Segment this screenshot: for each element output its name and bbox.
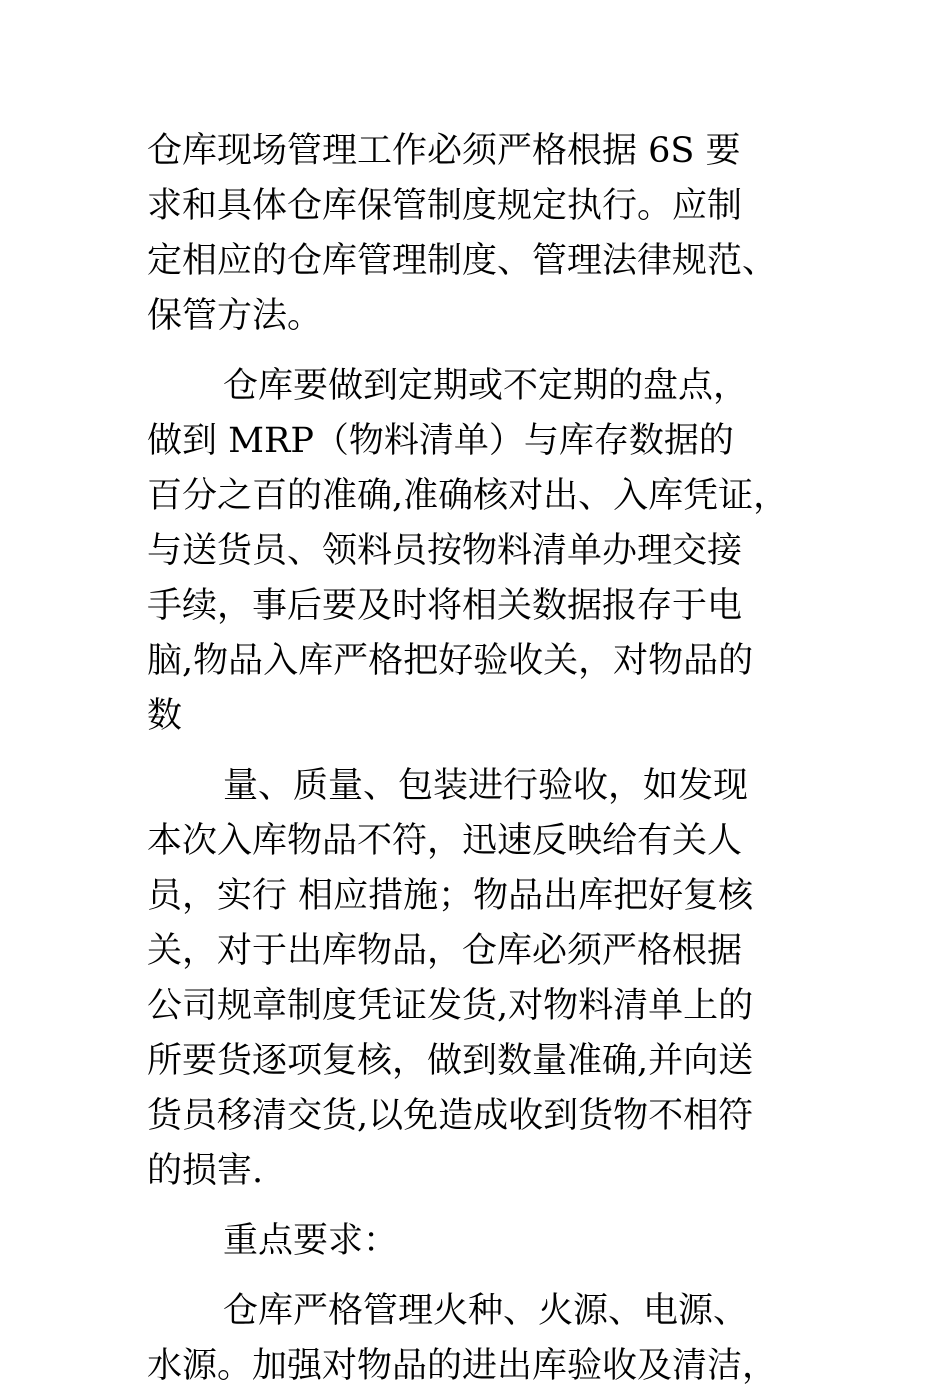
text-line: 数 — [147, 696, 183, 736]
text-line: 员，实行 相应措施；物品出库把好复核 — [147, 876, 754, 916]
paragraph-inspection — [147, 759, 827, 1199]
text-line: 本次入库物品不符，迅速反映给有关人 — [147, 821, 743, 861]
text-line: 公司规章制度凭证发货,对物料清单上的 — [147, 986, 754, 1026]
text-line: 量、质量、包装进行验收，如发现 — [223, 766, 749, 806]
text-line: 的损害. — [147, 1151, 264, 1191]
text-line: 与送货员、领料员按物料清单办理交接 — [147, 531, 743, 571]
text-line: 保管方法。 — [147, 296, 323, 336]
paragraph-key-requirements-heading — [147, 1214, 827, 1269]
paragraph-6s-requirements — [147, 124, 827, 344]
text-line: 手续，事后要及时将相关数据报存于电 — [147, 586, 743, 626]
paragraph-fire-safety — [147, 1284, 827, 1394]
text-line: 水源。加强对物品的进出库验收及清洁， — [147, 1346, 778, 1386]
document-body — [147, 124, 827, 1394]
text-line: 做到 MRP（物料清单）与库存数据的 — [147, 421, 734, 461]
text-line: 仓库严格管理火种、火源、电源、 — [223, 1291, 749, 1331]
text-line: 仓库现场管理工作必须严格根据 6S 要 — [147, 131, 741, 171]
text-line: 百分之百的准确,准确核对出、入库凭证， — [147, 476, 789, 516]
text-line: 货员移清交货,以免造成收到货物不相符 — [147, 1096, 754, 1136]
text-line: 定相应的仓库管理制度、管理法律规范、 — [147, 241, 778, 281]
text-line: 求和具体仓库保管制度规定执行。应制 — [147, 186, 743, 226]
section-heading: 重点要求： — [223, 1221, 399, 1261]
paragraph-inventory-check — [147, 359, 827, 744]
text-line: 关，对于出库物品，仓库必须严格根据 — [147, 931, 743, 971]
text-line: 所要货逐项复核，做到数量准确,并向送 — [147, 1041, 754, 1081]
text-line: 脑,物品入库严格把好验收关，对物品的 — [147, 641, 754, 681]
text-line: 仓库要做到定期或不定期的盘点， — [223, 366, 749, 406]
